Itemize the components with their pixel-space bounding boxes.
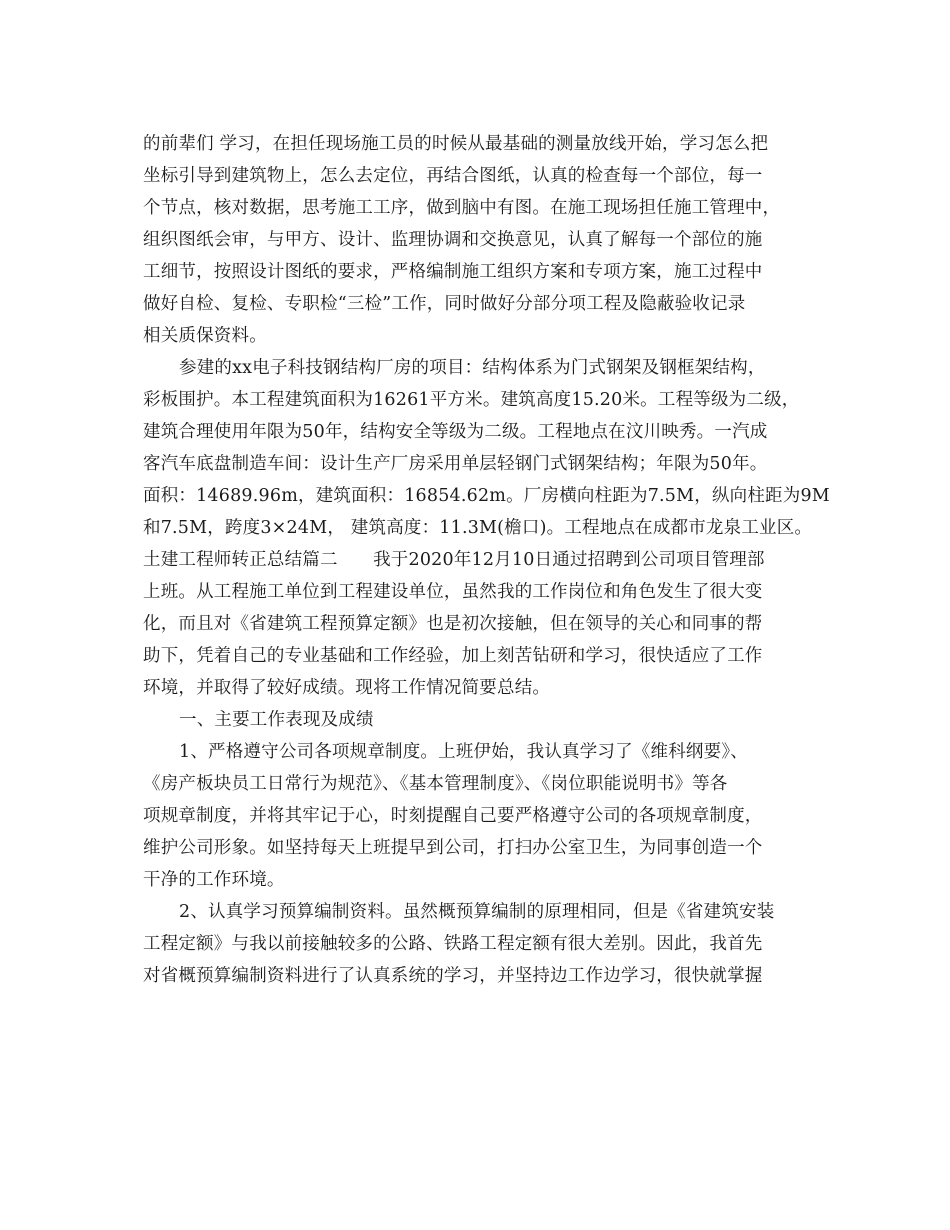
text-line: 干净的工作环境。 [143, 870, 285, 890]
text-line: 工细节，按照设计图纸的要求，严格编制施工组织方案和专项方案，施工过程中 [143, 262, 763, 282]
text-line: 工程定额》与我以前接触较多的公路、铁路工程定额有很大差别。因此，我首先 [143, 934, 763, 954]
section-title-line: 土建工程师转正总结篇二 我于2020年12月10日通过招聘到公司项目管理部 [143, 550, 765, 570]
text-line: 环境，并取得了较好成绩。现将工作情况简要总结。 [143, 678, 551, 698]
text-line: 彩板围护。本工程建筑面积为16261平方米。建筑高度15.20米。工程等级为二级， [143, 390, 800, 410]
section-heading: 一、主要工作表现及成绩 [179, 710, 374, 730]
text-line: 的前辈们 学习，在担任现场施工员的时候从最基础的测量放线开始，学习怎么把 [143, 134, 769, 154]
text-line: 上班。从工程施工单位到工程建设单位，虽然我的工作岗位和角色发生了很大变 [143, 582, 763, 602]
text-line: 维护公司形象。如坚持每天上班提早到公司，打扫办公室卫生，为同事创造一个 [143, 838, 763, 858]
text-line: 客汽车底盘制造车间：设计生产厂房采用单层轻钢门式钢架结构；年限为50年。 [143, 454, 768, 474]
text-line: 个节点，核对数据，思考施工工序，做到脑中有图。在施工现场担任施工管理中， [143, 198, 781, 218]
text-line: 对省概预算编制资料进行了认真系统的学习，并坚持边工作边学习，很快就掌握 [143, 966, 763, 986]
text-line: 组织图纸会审，与甲方、设计、监理协调和交换意见，认真了解每一个部位的施 [143, 230, 763, 250]
paragraph-first-line: 1、严格遵守公司各项规章制度。上班伊始，我认真学习了《维科纲要》、 [179, 742, 748, 762]
text-line: 建筑合理使用年限为50年，结构安全等级为二级。工程地点在汶川映秀。一汽成 [143, 422, 768, 442]
paragraph-first-line: 2、认真学习预算编制资料。虽然概预算编制的原理相同，但是《省建筑安装 [179, 902, 775, 922]
text-line: 面积：14689.96m，建筑面积：16854.62m。厂房横向柱距为7.5M，纵向柱距为9M [143, 486, 830, 506]
text-line: 助下，凭着自己的专业基础和工作经验，加上刻苦钻研和学习，很快适应了工作 [143, 646, 763, 666]
text-line: 《房产板块员工日常行为规范》、《基本管理制度》、《岗位职能说明书》等各 [143, 774, 728, 794]
paragraph-first-line: 参建的xx电子科技钢结构厂房的项目：结构体系为门式钢架及钢框架结构， [179, 358, 766, 378]
text-line: 项规章制度，并将其牢记于心，时刻提醒自己要严格遵守公司的各项规章制度， [143, 806, 763, 826]
text-line: 做好自检、复检、专职检“三检”工作，同时做好分部分项工程及隐蔽验收记录 [143, 294, 746, 314]
document-body [143, 128, 833, 992]
text-line: 化，而且对《省建筑工程预算定额》也是初次接触，但在领导的关心和同事的帮 [143, 614, 763, 634]
text-line: 相关质保资料。 [143, 326, 267, 346]
text-line: 坐标引导到建筑物上，怎么去定位，再结合图纸，认真的检查每一个部位，每一 [143, 166, 763, 186]
text-line: 和7.5M，跨度3×24M， 建筑高度：11.3M(檐口)。工程地点在成都市龙泉工业区。 [143, 518, 813, 538]
